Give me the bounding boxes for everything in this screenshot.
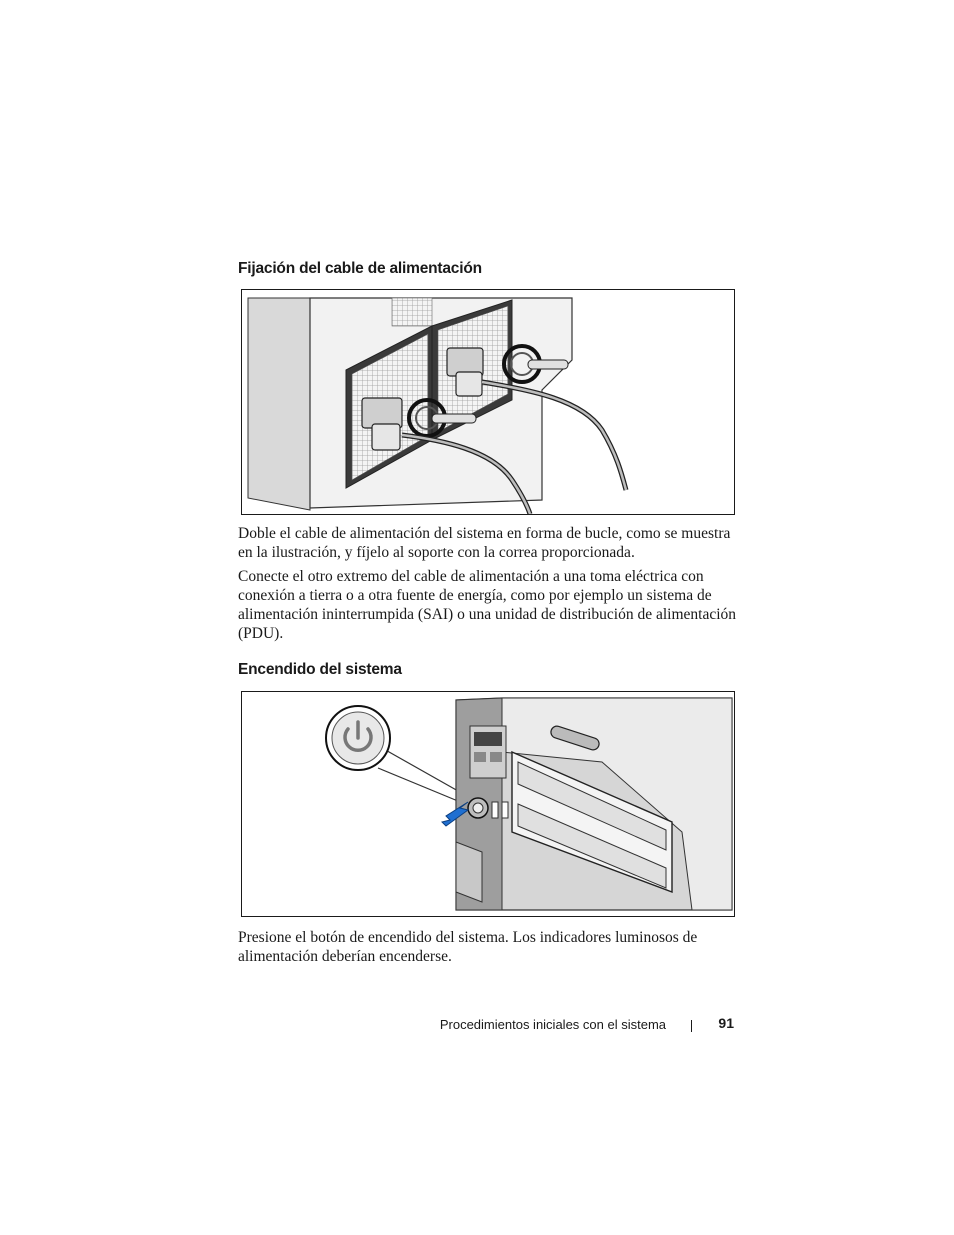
paragraph-connect-outlet: Conecte el otro extremo del cable de alimentación a una toma eléctrica con conexión a tierra o a otra fuente de energía, como por ejemplo un sistema de alimentación ininterrumpida (SAI) o una unidad de distribución de alimentación (PDU). [238, 568, 737, 642]
footer-separator [691, 1020, 692, 1032]
power-on-figure [241, 691, 735, 917]
paragraph-press-power: Presione el botón de encendido del sistema. Los indicadores luminosos de alimentación deberían encenderse. [238, 929, 698, 965]
power-button-illustration-icon [242, 692, 734, 916]
page-number: 91 [718, 1015, 734, 1031]
page-footer [400, 1015, 734, 1035]
section-heading-power-cable: Fijación del cable de alimentación [238, 260, 482, 277]
section-heading-power-on: Encendido del sistema [238, 661, 402, 678]
paragraph-loop-cable: Doble el cable de alimentación del sistema en forma de bucle, como se muestra en la ilustración, y fíjelo al soporte con la correa proporcionada. [238, 525, 731, 561]
power-cable-figure [241, 289, 735, 515]
power-cable-illustration-icon [242, 290, 734, 514]
footer-title: Procedimientos iniciales con el sistema [439, 1017, 666, 1032]
power-button-icon [468, 798, 488, 818]
